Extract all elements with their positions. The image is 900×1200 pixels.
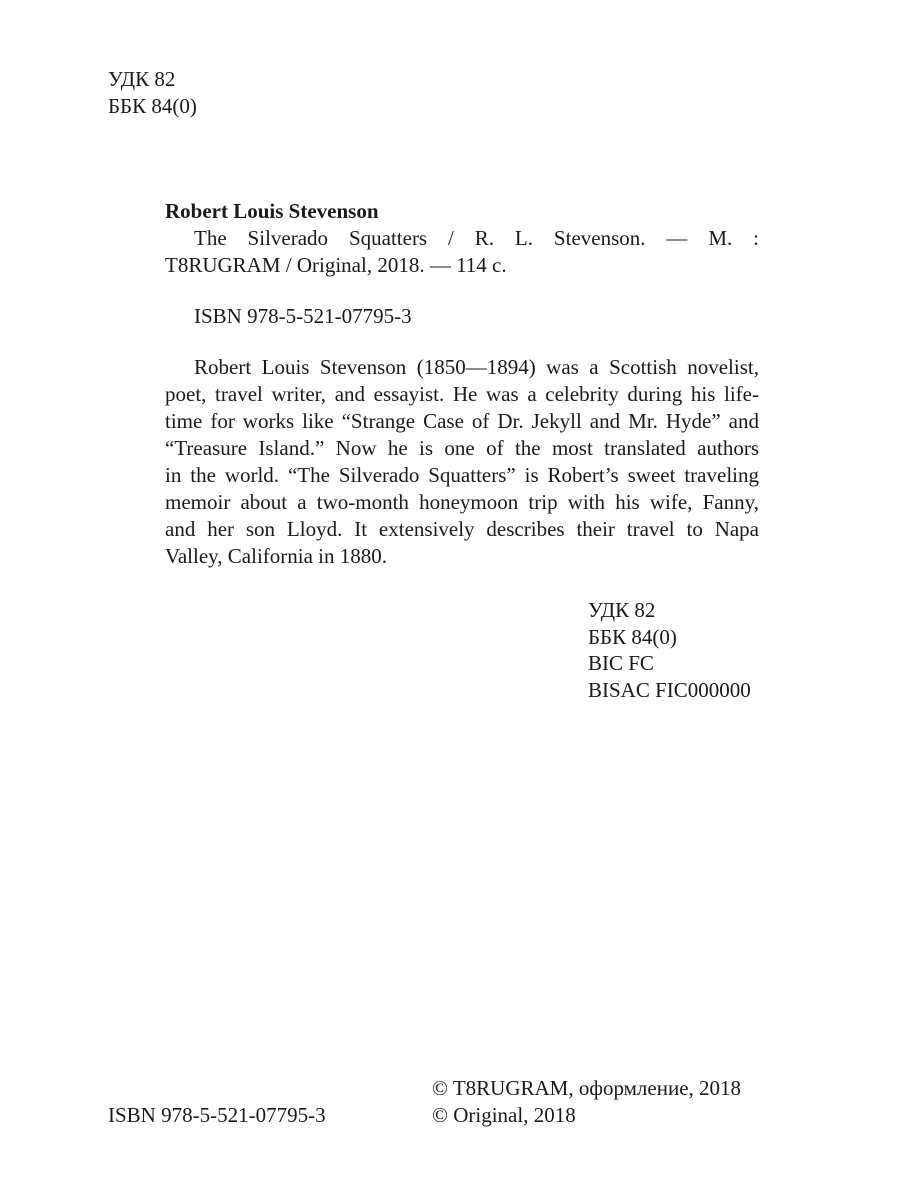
annotation-line: Valley, California in 1880. — [165, 544, 388, 568]
isbn-line: ISBN 978-5-521-07795-3 — [194, 304, 412, 328]
author-name: Robert Louis Stevenson — [165, 199, 379, 223]
annotation-line: memoir about a two-month honeymoon trip with his wife, Fanny, — [165, 490, 759, 514]
udk-code: УДК 82 — [108, 67, 176, 91]
annotation-line: and her son Lloyd. It extensively describes their travel to Napa — [165, 517, 759, 541]
bbk-code: ББК 84(0) — [588, 624, 677, 649]
annotation-line: time for works like “Strange Case of Dr. Jekyll and Mr. Hyde” and — [165, 409, 759, 433]
bibliographic-record — [165, 198, 759, 570]
bisac-code: BISAC FIC000000 — [588, 677, 751, 702]
annotation-line: poet, travel writer, and essayist. He was a celebrity during his life- — [165, 382, 759, 406]
annotation-line: Robert Louis Stevenson (1850—1894) was a Scottish novelist, — [194, 355, 759, 379]
classification-codes — [588, 597, 751, 703]
title-line-1: The Silverado Squatters / R. L. Stevenson. — M. : — [194, 226, 759, 250]
bic-code: BIC FC — [588, 651, 654, 675]
top-classification-codes — [108, 66, 197, 119]
bbk-code: ББК 84(0) — [108, 93, 197, 118]
annotation-line: “Treasure Island.” Now he is one of the most translated authors — [165, 436, 759, 460]
annotation-line: in the world. “The Silverado Squatters” is Robert’s sweet traveling — [165, 463, 759, 487]
copyright-publisher: © T8RUGRAM, оформление, 2018 — [432, 1076, 742, 1100]
title-line-2: T8RUGRAM / Original, 2018. — 114 с. — [165, 253, 507, 277]
annotation-paragraph — [165, 354, 759, 570]
copyright-notice — [432, 1075, 741, 1128]
copyright-original: © Original, 2018 — [432, 1102, 576, 1127]
udk-code: УДК 82 — [588, 598, 656, 622]
bottom-isbn: ISBN 978-5-521-07795-3 — [108, 1103, 326, 1127]
